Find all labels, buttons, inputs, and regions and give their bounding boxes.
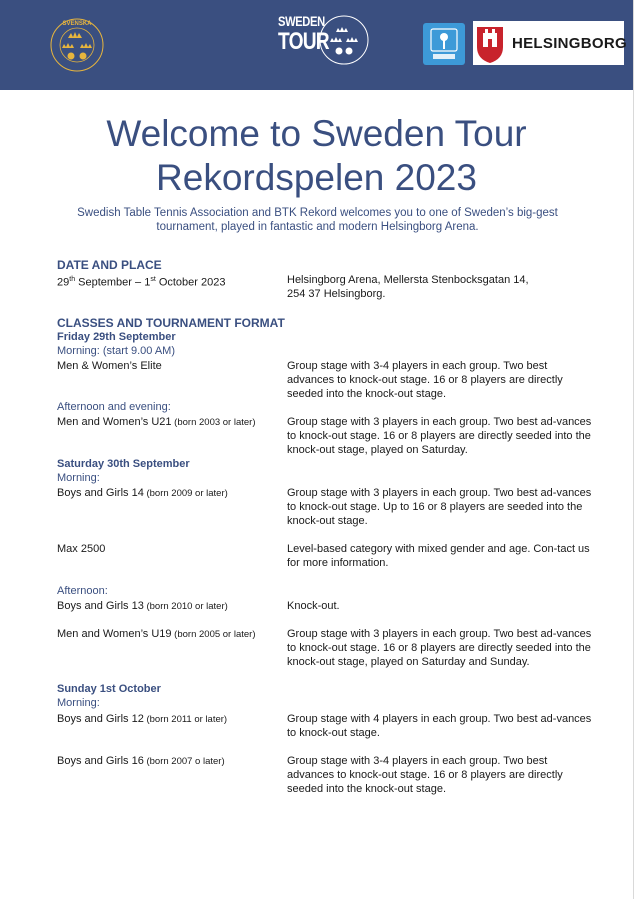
class-description: Group stage with 3-4 players in each group. Two best advances to knock-out stage. 16 or 8 players are directly seeded into the knock-out stage.: [287, 755, 563, 795]
event-place: Helsingborg Arena, Mellersta Stenbocksgatan 14, 254 37 Helsingborg.: [287, 274, 529, 300]
class-description: Knock-out.: [287, 600, 340, 612]
tour-line2: TOUR: [278, 28, 329, 55]
day-sunday: Sunday 1st October: [57, 683, 161, 695]
event-dates: 29th September – 1st October 2023: [57, 276, 226, 289]
page-title: [0, 112, 633, 200]
class-description: Group stage with 3-4 players in each group. Two best advances to knock-out stage. 16 or 8 players are directly seeded into the knock-out stage.: [287, 360, 563, 400]
day-saturday: Saturday 30th September: [57, 458, 190, 470]
helsingborg-logo: [473, 21, 627, 65]
slot-saturday-afternoon: Afternoon:: [57, 585, 108, 597]
title-line-1: Welcome to Sweden Tour: [106, 113, 527, 154]
class-name: Boys and Girls 13 (born 2010 or later): [57, 600, 228, 612]
svenska-bordtennisforbundet-logo: [46, 16, 108, 74]
class-description: Group stage with 3 players in each group. Two best ad-vances to knock-out stage. Up to 16 or 8 players are seeded into the knock-out stage.: [287, 487, 592, 527]
header-banner: [0, 0, 633, 90]
svg-text:SVENSKA: SVENSKA: [62, 21, 92, 27]
helsingborg-wordmark: HELSINGBORG: [512, 35, 627, 52]
classes-heading: CLASSES AND TOURNAMENT FORMAT: [57, 316, 285, 330]
slot-saturday-morning: Morning:: [57, 472, 100, 484]
class-description: Level-based category with mixed gender and age. Con-tact us for more information.: [287, 543, 590, 569]
day-friday: Friday 29th September: [57, 331, 176, 343]
date-place-heading: DATE AND PLACE: [57, 258, 162, 272]
btk-rekord-logo: [423, 23, 465, 65]
sweden-tour-emblem-icon: [318, 14, 370, 66]
class-name: Men & Women’s Elite: [57, 360, 162, 372]
slot-friday-afternoon: Afternoon and evening:: [57, 401, 171, 413]
slot-sunday-morning: Morning:: [57, 697, 100, 709]
class-name: Boys and Girls 12 (born 2011 or later): [57, 713, 228, 725]
class-description: Group stage with 3 players in each group. Two best ad-vances to knock-out stage. 16 or 8 players are directly seeded into the knock-out stage, played on Saturday and Sunday.: [287, 628, 592, 668]
class-name: Men and Women’s U19 (born 2005 or later): [57, 628, 256, 640]
sweden-tour-logo: [278, 10, 370, 70]
title-line-2: Rekordspelen 2023: [156, 157, 477, 198]
helsingborg-crest-icon: [475, 23, 505, 63]
class-name: Men and Women’s U21 (born 2003 or later): [57, 416, 256, 428]
subtitle: Swedish Table Tennis Association and BTK Rekord welcomes you to one of Sweden’s big-gest tournament, played in fantastic and modern Helsingborg Arena.: [77, 207, 558, 233]
class-name: Boys and Girls 14 (born 2009 or later): [57, 487, 228, 499]
class-description: Group stage with 4 players in each group. Two best ad-vances to knock-out stage.: [287, 713, 592, 739]
slot-friday-morning: Morning: (start 9.00 AM): [57, 345, 175, 357]
tour-line1: SWEDEN: [278, 13, 325, 29]
class-name: Boys and Girls 16 (born 2007 o later): [57, 755, 225, 767]
class-name: Max 2500: [57, 543, 106, 555]
class-description: Group stage with 3 players in each group. Two best ad-vances to knock-out stage. 16 or 8 players are directly seeded into the knock-out stage, played on Saturday.: [287, 416, 592, 456]
